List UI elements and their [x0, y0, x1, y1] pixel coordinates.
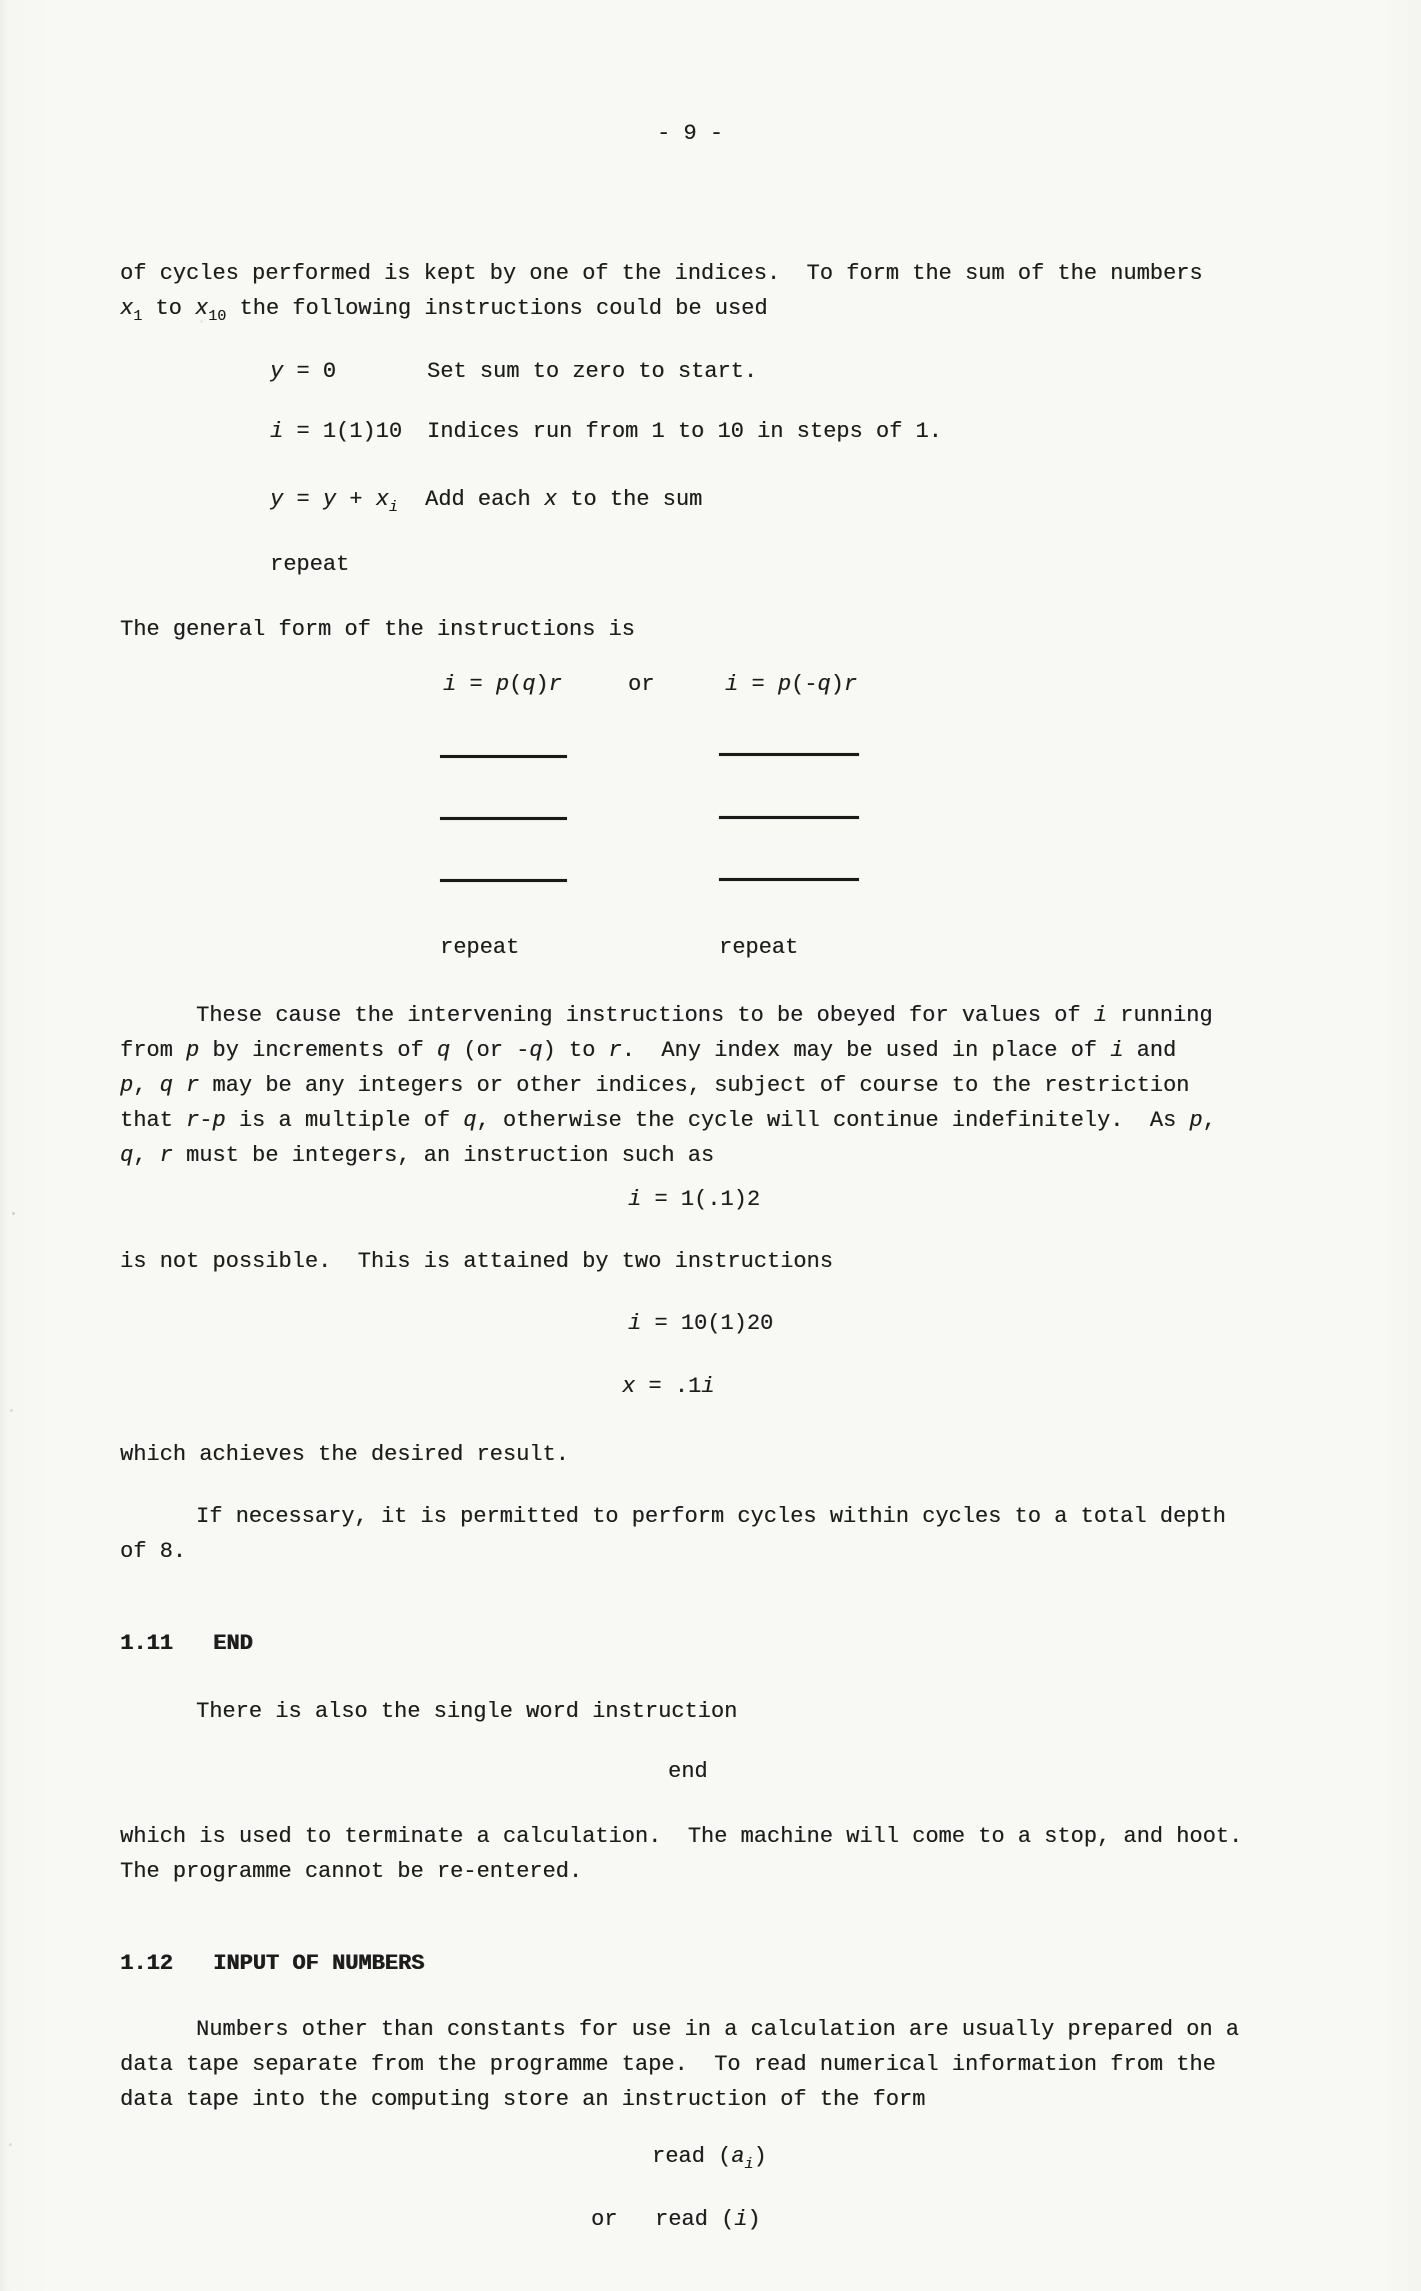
formula-two-b: x = .1i	[622, 1374, 715, 1399]
repeat-left: repeat	[440, 935, 520, 960]
para2-line4: that r-p is a multiple of q, otherwise the cycle will continue indefinitely. As p,	[120, 1108, 1216, 1133]
repeat-right: repeat	[719, 935, 799, 960]
para2-line3: p, q r may be any integers or other indices, subject of course to the restriction	[120, 1073, 1190, 1098]
para4-line2: The programme cannot be re-entered.	[120, 1859, 583, 1884]
general-form-or: or	[628, 672, 655, 697]
section-1-11-number: 1.11	[120, 1631, 173, 1656]
scan-speck	[200, 320, 203, 323]
para2-line1: These cause the intervening instructions to be obeyed for values of i running	[196, 1003, 1213, 1028]
section-1-12-title: INPUT OF NUMBERS	[213, 1951, 425, 1976]
para1-line1: of cycles performed is kept by one of the indices. To form the sum of the numbers	[120, 261, 1203, 286]
scan-speck	[10, 1409, 13, 1412]
para4-line1: which is used to terminate a calculation. The machine will come to a stop, and hoot.	[120, 1824, 1243, 1849]
formula-two-a: i = 10(1)20	[628, 1311, 774, 1336]
instruction-y-init-comment: Set sum to zero to start.	[427, 359, 758, 384]
read-form-2: read (i)	[655, 2207, 761, 2232]
read-form-2-or: or	[591, 2207, 618, 2232]
blank-instruction-rule	[719, 816, 859, 819]
blank-instruction-rule	[719, 753, 859, 756]
general-form-right: i = p(-q)r	[725, 672, 858, 697]
instruction-repeat: repeat	[270, 552, 350, 577]
blank-instruction-rule	[440, 755, 567, 758]
para3-line2: of 8.	[120, 1539, 187, 1564]
achieves-line: which achieves the desired result.	[120, 1442, 569, 1467]
scan-speck	[12, 1212, 15, 1215]
blank-instruction-rule	[440, 879, 567, 882]
read-form-1: read $(a_i)$	[652, 2144, 767, 2173]
not-possible-line: is not possible. This is attained by two instructions	[120, 1249, 833, 1274]
instruction-sum: $y = y + x_i$	[270, 487, 398, 516]
blank-instruction-rule	[440, 817, 567, 820]
section-1-11-title: END	[213, 1631, 253, 1656]
general-form-left: i = p(q)r	[443, 672, 562, 697]
single-word-line: There is also the single word instruction	[196, 1699, 738, 1724]
end-word: end	[668, 1759, 708, 1784]
para2-line2: from p by increments of q (or -q) to r. Any index may be used in place of i and	[120, 1038, 1177, 1063]
instruction-sum-comment: Add each x to the sum	[425, 487, 703, 512]
blank-instruction-rule	[719, 878, 859, 881]
para1-line2: $x_1$ to $x_{10}$ the following instructions could be used	[120, 296, 768, 325]
instruction-y-init: y = 0	[270, 359, 337, 384]
para2-line5: q, r must be integers, an instruction such as	[120, 1143, 715, 1168]
para5-line1: Numbers other than constants for use in a calculation are usually prepared on a	[196, 2017, 1239, 2042]
general-form-intro: The general form of the instructions is	[120, 617, 635, 642]
scan-speck	[9, 2143, 12, 2146]
instruction-i-cycle: i = 1(1)10	[270, 419, 403, 444]
para5-line2: data tape separate from the programme tape. To read numerical information from the	[120, 2052, 1216, 2077]
formula-impossible: i = 1(.1)2	[628, 1187, 761, 1212]
page-number: - 9 -	[656, 121, 723, 146]
para5-line3: data tape into the computing store an instruction of the form	[120, 2087, 926, 2112]
para3-line1: If necessary, it is permitted to perform cycles within cycles to a total depth	[196, 1504, 1226, 1529]
instruction-i-cycle-comment: Indices run from 1 to 10 in steps of 1.	[427, 419, 942, 444]
section-1-12-number: 1.12	[120, 1951, 173, 1976]
